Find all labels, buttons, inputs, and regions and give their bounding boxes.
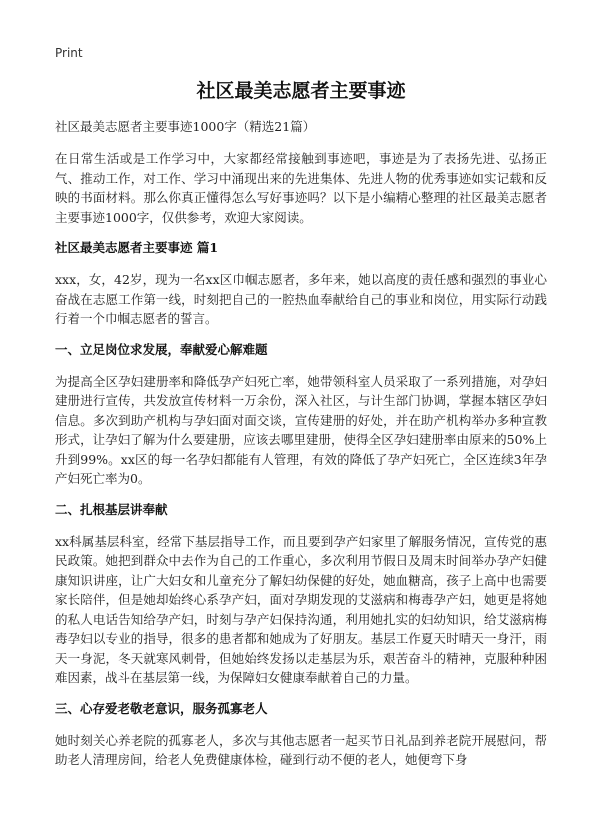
section-paragraph: xx科属基层科室，经常下基层指导工作，而且要到孕产妇家里了解服务情况，宣传党的惠民政策。她把到群众中去作为自己的工作重心，多次利用节假日及周末时间举办孕产妇健康知识讲座，让广大妇女和儿童充分了解妇幼保健的好处，她血糖高，孩子上高中也需要家长陪伴，但是她却始终心系孕产妇，面对孕期发现的艾滋病和梅毒孕产妇，她更是将她的私人电话告知给孕产妇，时刻与孕产妇保持沟通，利用她扎实的妇幼知识，给艾滋病梅毒孕妇以专业的指导，很多的患者都和她成为了好朋友。基层工作夏天时晴天一身汗，雨天一身泥，冬天就寒风刺骨，但她始终发扬以走基层为乐，艰苦奋斗的精神，克服种种困难因素，战斗在基层第一线，为保障妇女健康奉献着自己的力量。: [55, 533, 547, 685]
section-paragraph: 她时刻关心养老院的孤寡老人，多次与其他志愿者一起买节日礼品到养老院开展慰问，帮助老人清理房间，给老人免费健康体检，碰到行动不便的老人，她便弯下身: [55, 732, 547, 767]
section-heading: 一、立足岗位求发展，奉献爱心解难题: [55, 341, 268, 357]
print-link[interactable]: Print: [55, 46, 83, 60]
section-heading: 三、心存爱老敬老意识，服务孤寡老人: [55, 700, 268, 716]
article-subtitle: 社区最美志愿者主要事迹1000字（精选21篇）: [55, 119, 316, 134]
section-paragraph: 为提高全区孕妇建册率和降低孕产妇死亡率，她带领科室人员采取了一系列措施，对孕妇建册进行宣传，共发放宣传材料一万余份，深入社区，与计生部门协调，掌握本辖区孕妇信息。多次到助产机构与孕妇面对面交谈，宣传建册的好处，并在助产机构举办多种宣教形式，让孕妇了解为什么要建册，应该去哪里建册，使得全区孕妇建册率由原来的50%上升到99%。xx区的每一名孕妇都能有人管理，有效的降低了孕产妇死亡，全区连续3年孕产妇死亡率为0。: [55, 373, 547, 486]
intro-paragraph: 在日常生活或是工作学习中，大家都经常接触到事迹吧，事迹是为了表扬先进、弘扬正气、推动工作，对工作、学习中涌现出来的先进集体、先进人物的优秀事迹如实记载和反映的书面材料。那么你真正懂得怎么写好事迹吗？以下是小编精心整理的社区最美志愿者主要事迹1000字，仅供参考，欢迎大家阅读。: [55, 151, 547, 225]
article: [55, 78, 547, 782]
article-intro-paragraph: xxx，女，42岁，现为一名xx区巾帼志愿者，多年来，她以高度的责任感和强烈的事业心奋战在志愿工作第一线，时刻把自己的一腔热血奉献给自己的事业和岗位，用实际行动践行着一个巾帼志愿者的誓言。: [55, 272, 547, 326]
article-heading: 社区最美志愿者主要事迹 篇1: [55, 240, 219, 255]
section-heading: 二、扎根基层讲奉献: [55, 501, 168, 517]
page-title: 社区最美志愿者主要事迹: [196, 80, 406, 102]
